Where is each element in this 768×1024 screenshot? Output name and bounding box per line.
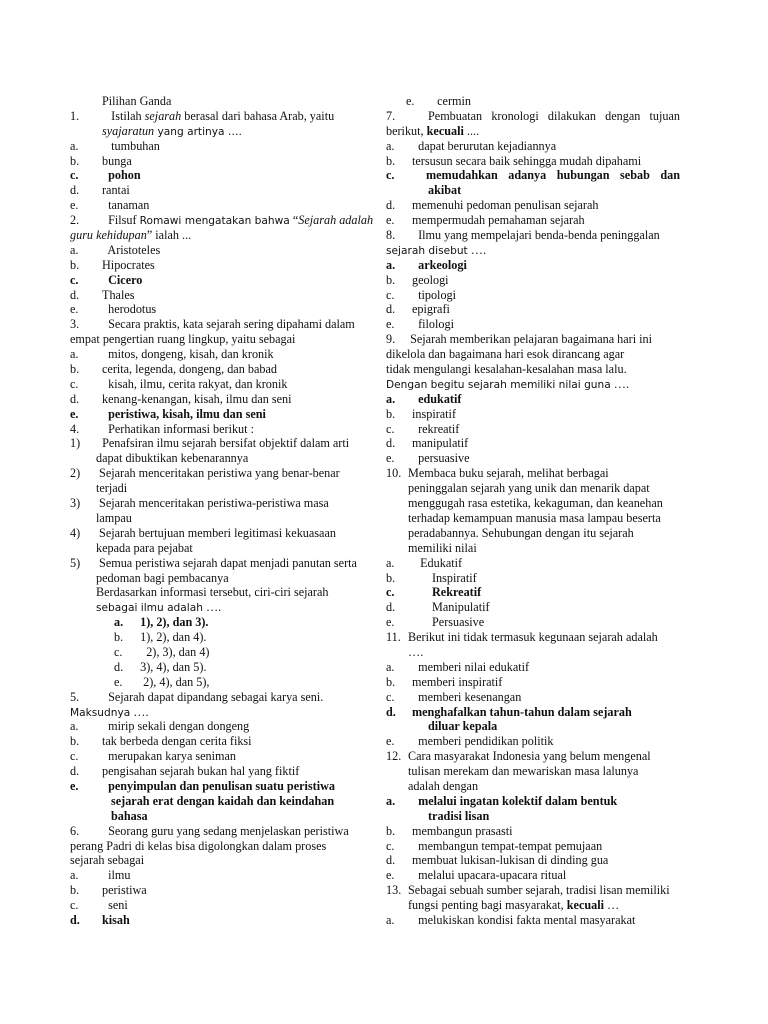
info-item-5: 5) Semua peristiwa sejarah dapat menjadi panutan serta (70, 555, 357, 570)
option-e[interactable]: e. mempermudah pemahaman sejarah (386, 213, 585, 228)
option-a[interactable]: a. dapat berurutan kejadiannya (386, 138, 557, 153)
option-b[interactable]: b. bunga (70, 153, 132, 168)
option-c[interactable]: c. merupakan karya seniman (70, 749, 237, 764)
option-c[interactable]: c. kisah, ilmu, cerita rakyat, dan kronik (70, 376, 288, 391)
option-e[interactable]: e. melalui upacara-upacara ritual (386, 868, 567, 883)
option-a[interactable]: a. ilmu (70, 868, 131, 883)
option-c[interactable]: c. membangun tempat-tempat pemujaan (386, 838, 603, 853)
question-5-cont: Maksudnya …. (70, 704, 149, 719)
option-e[interactable]: e. herodotus (70, 302, 157, 317)
section-heading: Pilihan Ganda (102, 94, 172, 108)
option-e[interactable]: e. filologi (386, 317, 454, 332)
question-4-prompt-cont: sebagai ilmu adalah …. (96, 600, 222, 615)
option-b[interactable]: b. cerita, legenda, dongeng, dan babad (70, 362, 277, 377)
option-d[interactable]: d. 3), 4), dan 5). (114, 659, 207, 674)
option-d[interactable]: d. epigrafi (386, 302, 450, 317)
option-c-answer[interactable]: c. memudahkan adanya hubungan sebab dan (386, 168, 680, 183)
option-d[interactable]: d. rantai (70, 183, 130, 198)
option-b[interactable]: b. geologi (386, 272, 449, 287)
option-e-answer-cont: sejarah erat dengan kaidah dan keindahan (111, 793, 335, 808)
option-c-answer[interactable]: c. Cicero (70, 272, 143, 287)
info-item-5-cont: pedoman bagi pembacanya (96, 570, 229, 585)
question-11-cont: …. (408, 644, 424, 659)
option-e-answer[interactable]: e. penyimpulan dan penulisan suatu peristiwa (70, 778, 335, 793)
option-b[interactable]: b. tak berbeda dengan cerita fiksi (70, 734, 252, 749)
option-a-answer[interactable]: a. melalui ingatan kolektif dalam bentuk (386, 793, 618, 808)
left-column (70, 94, 374, 928)
option-d[interactable]: d. Manipulatif (386, 600, 490, 615)
option-a[interactable]: a. mirip sekali dengan dongeng (70, 719, 250, 734)
option-b[interactable]: b. peristiwa (70, 883, 147, 898)
question-13: 13. Sebagai sebuah sumber sejarah, tradisi lisan memiliki (386, 883, 670, 898)
question-1: 1. Istilah sejarah berasal dari bahasa Arab, yaitu (70, 108, 335, 123)
option-c-answer[interactable]: c. pohon (70, 168, 141, 183)
question-6-cont: perang Padri di kelas bisa digolongkan dalam proses (70, 838, 327, 853)
option-e-answer-cont: bahasa (111, 808, 148, 823)
question-3-cont: empat pengertian ruang lingkup, yaitu sebagai (70, 332, 296, 347)
info-item-3: 3) Sejarah menceritakan peristiwa-peristiwa masa (70, 496, 329, 511)
option-b[interactable]: b. membangun prasasti (386, 823, 513, 838)
question-2-cont: guru kehidupan ” ialah ... (70, 228, 192, 243)
option-a[interactable]: a. tumbuhan (70, 138, 160, 153)
option-c-answer-cont: akibat (428, 183, 462, 198)
option-d[interactable]: d. pengisahan sejarah bukan hal yang fiktif (70, 764, 300, 779)
question-3: 3. Secara praktis, kata sejarah sering dipahami dalam (70, 317, 355, 332)
question-10-cont: peninggalan sejarah yang unik dan menarik dapat (408, 481, 650, 496)
question-8: 8. Ilmu yang mempelajari benda-benda peninggalan (386, 228, 660, 243)
question-12-cont: tulisan merekam dan mewariskan masa lalunya (408, 764, 639, 779)
question-9-cont: dikelola dan bagaimana hari esok dirancang agar (386, 347, 625, 362)
info-item-3-cont: lampau (96, 510, 132, 525)
option-c[interactable]: c. rekreatif (386, 421, 460, 436)
option-a[interactable]: a. melukiskan kondisi fakta mental masyarakat (386, 912, 636, 927)
question-12-cont: adalah dengan (408, 778, 479, 793)
option-b[interactable]: b. inspiratif (386, 406, 457, 421)
right-column (386, 94, 680, 928)
question-9-cont: tidak mengulangi kesalahan-kesalahan masa lalu. (386, 362, 627, 377)
question-13-cont: fungsi penting bagi masyarakat, kecuali … (408, 898, 620, 913)
option-e-answer[interactable]: e. peristiwa, kisah, ilmu dan seni (70, 406, 266, 421)
info-item-2: 2) Sejarah menceritakan peristiwa yang benar-benar (70, 466, 340, 481)
option-e[interactable]: e. cermin (406, 94, 471, 108)
question-12: 12. Cara masyarakat Indonesia yang belum mengenal (386, 749, 651, 764)
question-4-prompt: Berdasarkan informasi tersebut, ciri-ciri sejarah (96, 585, 329, 600)
question-10-cont: menggugah rasa estetika, kekaguman, dan keanehan (408, 496, 663, 511)
option-e[interactable]: e. memberi pendidikan politik (386, 734, 554, 749)
option-d-answer-cont: diluar kepala (428, 719, 498, 734)
option-e[interactable]: e. persuasive (386, 451, 470, 466)
info-item-1: 1) Penafsiran ilmu sejarah bersifat objektif dalam arti (70, 436, 350, 451)
question-11: 11. Berikut ini tidak termasuk kegunaan sejarah adalah (386, 630, 658, 645)
option-d[interactable]: d. memenuhi pedoman penulisan sejarah (386, 198, 599, 213)
question-number: 1. (70, 108, 80, 123)
option-a-answer[interactable]: a. edukatif (386, 391, 462, 406)
question-9-cont: Dengan begitu sejarah memiliki nilai guna …. (386, 376, 629, 391)
option-e[interactable]: e. 2), 4), dan 5), (114, 674, 210, 689)
option-b[interactable]: b. Inspiratif (386, 570, 477, 585)
question-5: 5. Sejarah dapat dipandang sebagai karya seni. (70, 689, 324, 704)
question-8-cont: sejarah disebut …. (386, 242, 486, 257)
option-a[interactable]: a. Edukatif (386, 555, 463, 570)
option-a-answer[interactable]: a. 1), 2), dan 3). (114, 615, 209, 630)
question-2: 2. Filsuf Romawi mengatakan bahwa “ Sejarah adalah (70, 213, 374, 228)
question-4: 4. Perhatikan informasi berikut : (70, 421, 254, 436)
option-b[interactable]: b. 1), 2), dan 4). (114, 630, 207, 645)
info-item-4: 4) Sejarah bertujuan memberi legitimasi kekuasaan (70, 525, 336, 540)
question-6-cont: sejarah sebagai (70, 853, 145, 868)
option-a[interactable]: a. mitos, dongeng, kisah, dan kronik (70, 347, 274, 362)
question-1-cont: syajaratun yang artinya …. (102, 123, 242, 138)
option-c-answer[interactable]: c. Rekreatif (386, 585, 482, 600)
question-10: 10. Membaca buku sejarah, melihat berbagai (386, 466, 609, 481)
option-b[interactable]: b. memberi inspiratif (386, 674, 503, 689)
info-item-1-cont: dapat dibuktikan kebenarannya (96, 451, 249, 466)
question-6: 6. Seorang guru yang sedang menjelaskan peristiwa (70, 823, 349, 838)
option-a-answer-cont: tradisi lisan (428, 808, 490, 823)
question-10-cont: peradabannya. Sehubungan dengan itu sejarah (408, 525, 634, 540)
option-a[interactable]: a. memberi nilai edukatif (386, 659, 530, 674)
option-d[interactable]: d. kenang-kenangan, kisah, ilmu dan seni (70, 391, 292, 406)
question-10-cont: terhadap kemampuan manusia masa lampau beserta (408, 510, 661, 525)
option-b[interactable]: b. tersusun secara baik sehingga mudah dipahami (386, 153, 642, 168)
option-c[interactable]: c. seni (70, 898, 128, 913)
option-a[interactable]: a. Aristoteles (70, 242, 161, 257)
option-e[interactable]: e. Persuasive (386, 615, 485, 630)
option-b[interactable]: b. Hipocrates (70, 257, 155, 272)
info-item-2-cont: terjadi (96, 481, 128, 496)
question-7-cont: berikut, kecuali .... (386, 123, 480, 138)
option-d[interactable]: d. manipulatif (386, 436, 469, 451)
option-a-answer[interactable]: a. arkeologi (386, 257, 467, 272)
option-d-answer[interactable]: d. kisah (70, 912, 130, 927)
option-d-answer[interactable]: d. menghafalkan tahun-tahun dalam sejarah (386, 704, 632, 719)
info-item-4-cont: kepada para pejabat (96, 540, 193, 555)
option-e[interactable]: e. tanaman (70, 198, 150, 213)
option-c[interactable]: c. tipologi (386, 287, 457, 302)
option-c[interactable]: c. memberi kesenangan (386, 689, 522, 704)
question-9: 9. Sejarah memberikan pelajaran bagaimana hari ini (386, 332, 653, 347)
question-10-cont: memiliki nilai (408, 540, 477, 555)
option-d[interactable]: d. membuat lukisan-lukisan di dinding gua (386, 853, 609, 868)
option-d[interactable]: d. Thales (70, 287, 135, 302)
question-7: 7. Pembuatan kronologi dilakukan dengan tujuan (386, 108, 680, 123)
option-c[interactable]: c. 2), 3), dan 4) (114, 644, 210, 659)
